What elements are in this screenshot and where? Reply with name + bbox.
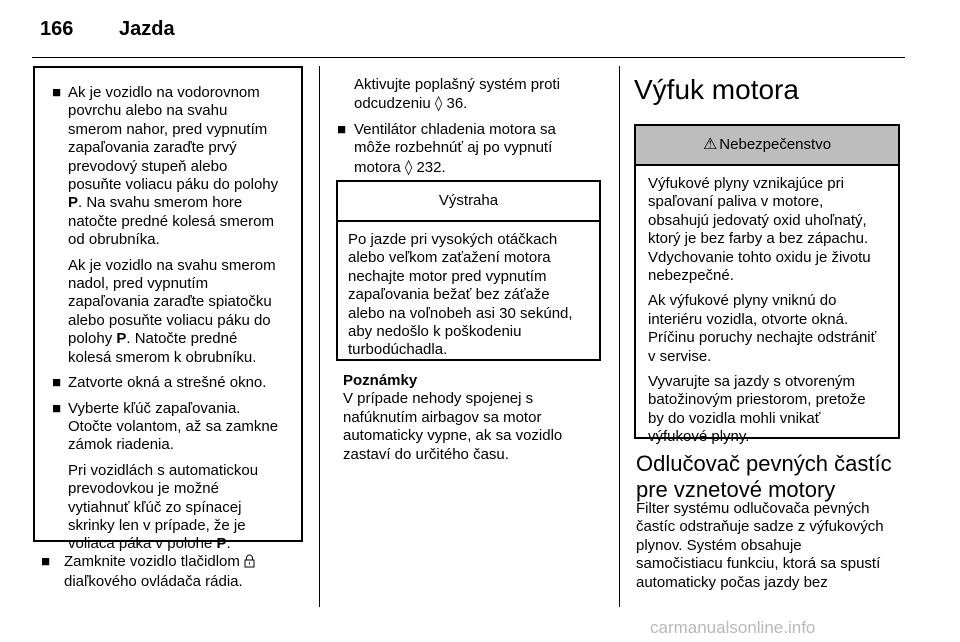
text-line <box>64 553 312 573</box>
text-span: polohy <box>68 330 117 348</box>
page-reference-icon: ◊ <box>434 94 443 113</box>
text-line <box>354 94 606 113</box>
text-span: motora <box>354 158 405 176</box>
text-line: obsahujú jedovatý oxid uhoľnatý, <box>648 211 867 229</box>
text-line: Ak je vozidlo na svahu smerom <box>68 256 276 274</box>
text-line: interiéru vozidla, otvorte okná. <box>648 310 849 328</box>
text-line: v servise. <box>648 347 712 365</box>
warning-triangle-icon: ⚠ <box>702 136 718 153</box>
text-line <box>68 535 301 553</box>
danger-body <box>636 166 898 447</box>
bullet-square: ■ <box>52 84 62 101</box>
text-line <box>68 330 301 348</box>
list-item <box>336 121 606 177</box>
column-2-text <box>336 76 606 177</box>
text-line: Ak výfukové plyny vniknú do <box>648 292 837 310</box>
text-line: častíc odstraňuje sadze z výfukových <box>636 518 884 536</box>
text-line <box>354 158 606 177</box>
text-line: posuňte voliacu páku do polohy <box>68 176 279 194</box>
section-title: Jazda <box>119 18 175 40</box>
page-header <box>24 14 936 50</box>
warning-body <box>338 222 599 360</box>
text-line: plynov. Systém obsahuje <box>636 536 802 554</box>
note-title: Poznámky <box>343 372 418 389</box>
alarm-paragraph <box>336 76 606 114</box>
text-line: automaticky počas jazdy bez <box>636 573 828 591</box>
text-line: môže rozbehnúť aj po vypnutí <box>354 139 553 157</box>
automatic-transmission-paragraph <box>35 462 301 554</box>
text-line: skrinky len v prípade, že je <box>68 516 246 534</box>
gear-position-p: P <box>68 194 79 212</box>
bullet-square: ■ <box>52 374 62 392</box>
text-line: Vdychovanie tohto oxidu je životu <box>648 248 871 266</box>
danger-box <box>634 124 900 446</box>
warning-title: Výstraha <box>338 182 599 222</box>
text-line: alebo veľkom zaťažení motora <box>348 249 551 267</box>
text-line: natočte predné kolesá smerom <box>68 212 274 230</box>
text-span: Zamknite vozidlo tlačidlom <box>64 553 245 570</box>
heading-exhaust: Výfuk motora <box>634 74 799 105</box>
downhill-paragraph <box>35 257 301 367</box>
danger-title-bar <box>636 126 898 166</box>
text-line: aby nedošlo k poškodeniu <box>348 323 522 341</box>
watermark: carmanualsonline.info <box>650 618 816 637</box>
text-line: Po jazde pri vysokých otáčkach <box>348 231 558 248</box>
text-line: Zatvorte okná a strešné okno. <box>68 374 267 392</box>
text-line: spaľovaní paliva v motore, <box>648 193 824 211</box>
list-item <box>35 374 301 392</box>
text-line: samočistiacu funkciu, ktorá sa spustí <box>636 555 881 573</box>
page-reference[interactable]: 36. <box>446 95 468 113</box>
text-line: Vyberte kľúč zapaľovania. <box>68 399 241 417</box>
text-line: Výfukové plyny vznikajúce pri <box>648 175 844 192</box>
gear-position-p: P <box>216 535 227 553</box>
text-line: ktorý je bez farby a bez zápachu. <box>648 230 869 248</box>
text-line: zapaľovania zaraďte spiatočku <box>68 293 272 311</box>
column-divider-2 <box>619 66 620 607</box>
parking-instructions-box <box>33 66 303 553</box>
text-span: voliaca páka v polohe <box>68 535 217 553</box>
page-reference-icon: ◊ <box>404 157 413 176</box>
text-line: zapaľovania zaraďte prvý <box>68 139 237 157</box>
text-line: V prípade nehody spojenej s <box>343 390 534 408</box>
text-line: Ak je vozidlo na vodorovnom <box>68 84 260 101</box>
text-line: smerom nahor, pred vypnutím <box>68 120 268 138</box>
text-line: výfukové plyny. <box>648 428 750 446</box>
danger-paragraph <box>648 373 890 447</box>
text-span: . <box>226 535 231 553</box>
text-line: nechajte motor pred vypnutím <box>348 267 547 285</box>
header-rule <box>32 57 905 58</box>
warning-box <box>336 180 601 361</box>
text-line <box>68 194 301 212</box>
text-span: . Na svahu smerom hore <box>78 194 243 212</box>
text-line: alebo na voľnobeh asi 30 sekúnd, <box>348 304 573 322</box>
bullet-square: ■ <box>52 399 62 417</box>
text-line: Otočte volantom, až sa zamkne <box>68 417 279 435</box>
text-line: zastaví do určitého času. <box>343 445 509 463</box>
heading-line: Odlučovač pevných častíc <box>636 451 892 476</box>
text-line: Aktivujte poplašný systém proti <box>354 76 560 93</box>
page-number: 166 <box>40 18 74 40</box>
text-line: zámok riadenia. <box>68 436 174 454</box>
text-line: prevodovkou je možné <box>68 480 219 498</box>
list-item <box>35 84 301 250</box>
note-block <box>343 372 613 464</box>
heading-particle-filter <box>636 451 916 503</box>
heading-line: pre vznetové motory <box>636 477 836 502</box>
column-divider-1 <box>319 66 320 607</box>
text-line: automaticky vypne, ak sa vozidlo <box>343 427 563 445</box>
text-line: povrchu alebo na svahu <box>68 102 228 120</box>
text-line: Pri vozidlách s automatickou <box>68 461 259 479</box>
text-line: Vyvarujte sa jazdy s otvoreným <box>648 373 856 391</box>
danger-paragraph <box>648 292 890 366</box>
bullet-square: ■ <box>337 120 347 138</box>
text-line: nadol, pred vypnutím <box>68 275 209 293</box>
gear-position-p: P <box>116 330 127 348</box>
text-line: alebo posuňte voliacu páku do <box>68 311 271 329</box>
text-line: prevodový stupeň alebo <box>68 157 228 175</box>
list-item <box>40 553 312 592</box>
text-line: turbodúchadla. <box>348 341 448 359</box>
lock-instruction <box>40 553 312 592</box>
page-reference[interactable]: 232. <box>416 158 446 176</box>
lock-icon <box>244 554 255 573</box>
text-line: Príčinu poruchy nechajte odstrániť <box>648 329 877 347</box>
text-span: odcudzeniu <box>354 95 435 113</box>
text-line: batožinovým priestorom, pretože <box>648 391 866 409</box>
particle-filter-paragraph <box>636 500 906 592</box>
text-line: od obrubníka. <box>68 231 160 249</box>
danger-title: Nebezpečenstvo <box>719 136 832 153</box>
text-line: vytiahnuť kľúč zo spínacej <box>68 498 242 516</box>
list-item <box>35 400 301 455</box>
text-line: nebezpečné. <box>648 267 734 285</box>
bullet-square: ■ <box>41 553 51 570</box>
text-line: kolesá smerom k obrubníku. <box>68 348 257 366</box>
text-line: Filter systému odlučovača pevných <box>636 500 870 517</box>
text-span: . Natočte predné <box>126 330 238 348</box>
text-line: zapaľovania bežať bez záťaže <box>348 286 550 304</box>
text-line: diaľkového ovládača rádia. <box>64 573 243 591</box>
text-line: nafúknutím airbagov sa motor <box>343 408 542 426</box>
danger-paragraph <box>648 175 890 285</box>
text-line: by do vozidla mohli vnikať <box>648 409 821 427</box>
text-line: Ventilátor chladenia motora sa <box>354 120 556 138</box>
